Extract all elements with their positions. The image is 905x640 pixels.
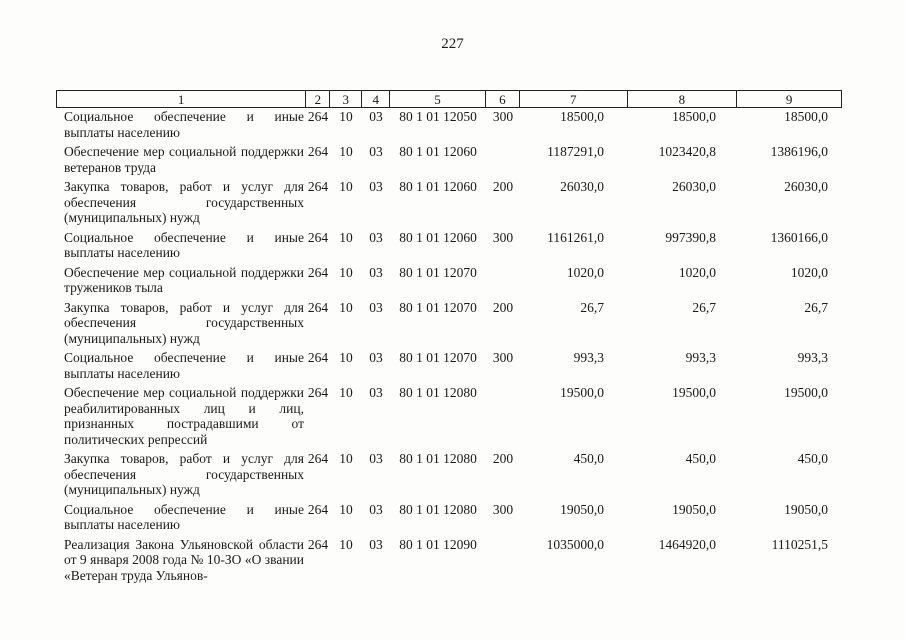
header-col-1: 1 (57, 91, 306, 107)
row-subsection: 03 (369, 536, 383, 552)
row-amount-col7: 993,3 (573, 350, 604, 365)
row-section: 10 (339, 299, 353, 315)
row-expense-type: 200 (492, 451, 514, 466)
table-row (56, 144, 842, 179)
table-row (56, 385, 842, 451)
row-section: 10 (339, 179, 353, 194)
row-amount-col7: 18500,0 (560, 109, 604, 124)
row-name: Обеспечение мер социальной поддержки ветеранов труда (64, 144, 304, 175)
row-grbs: 264 (307, 501, 329, 517)
row-grbs: 264 (307, 299, 329, 315)
row-amount-col8: 1464920,0 (658, 536, 716, 552)
row-amount-col9: 26,7 (804, 299, 828, 315)
header-col-7: 7 (520, 91, 628, 107)
row-amount-col9: 450,0 (797, 451, 828, 466)
row-expense-type: 300 (492, 109, 514, 124)
header-col-2: 2 (306, 91, 330, 107)
row-amount-col9: 19050,0 (784, 501, 828, 517)
row-expense-type (486, 265, 520, 296)
row-target-article: 80 1 01 12060 (399, 179, 477, 194)
row-subsection: 03 (369, 385, 383, 400)
row-section: 10 (339, 501, 353, 517)
row-target-article: 80 1 01 12080 (399, 501, 477, 517)
row-expense-type: 300 (492, 501, 514, 517)
row-amount-col7: 1161261,0 (547, 229, 604, 245)
row-expense-type (486, 385, 520, 447)
row-amount-col8: 450,0 (685, 451, 716, 466)
row-target-article: 80 1 01 12060 (399, 229, 477, 245)
row-amount-col7: 19050,0 (560, 501, 604, 517)
row-amount-col8: 997390,8 (665, 229, 716, 245)
table-row (56, 230, 842, 265)
row-amount-col7: 26030,0 (560, 179, 604, 194)
row-grbs: 264 (307, 350, 329, 365)
table-row (56, 300, 842, 351)
row-name: Реализация Закона Ульяновской области от 9 января 2008 года № 10-ЗО «О звании «Ветеран труда Ульянов- (64, 536, 304, 583)
row-section: 10 (339, 109, 353, 124)
row-grbs: 264 (307, 385, 329, 400)
row-amount-col9: 1360166,0 (770, 229, 828, 245)
header-col-3: 3 (330, 91, 362, 107)
row-grbs: 264 (307, 144, 329, 159)
row-expense-type: 200 (492, 179, 514, 194)
header-col-9: 9 (785, 92, 793, 107)
row-amount-col7: 1187291,0 (547, 144, 604, 159)
table-row (56, 537, 842, 588)
row-subsection: 03 (369, 501, 383, 517)
table-row (56, 265, 842, 300)
row-amount-col9: 993,3 (797, 350, 828, 365)
header-col-5: 5 (390, 91, 486, 107)
row-grbs: 264 (307, 264, 329, 280)
table-row (56, 109, 842, 144)
row-expense-type: 300 (492, 229, 514, 245)
row-target-article: 80 1 01 12060 (399, 144, 477, 159)
row-amount-col9: 26030,0 (784, 179, 828, 194)
row-grbs: 264 (307, 179, 329, 194)
row-amount-col9: 19500,0 (784, 385, 828, 400)
row-section: 10 (339, 536, 353, 552)
row-target-article: 80 1 01 12090 (399, 536, 477, 552)
row-expense-type: 200 (492, 299, 514, 315)
table-body (56, 109, 842, 587)
row-subsection: 03 (369, 264, 383, 280)
row-name: Обеспечение мер социальной поддержки реабилитированных лиц и лиц, признанных пострадавшими от политических репрессий (64, 385, 304, 447)
row-subsection: 03 (369, 109, 383, 124)
row-expense-type (486, 144, 520, 175)
row-amount-col8: 1023420,8 (658, 144, 716, 159)
table-row (56, 502, 842, 537)
table-row (56, 350, 842, 385)
row-target-article: 80 1 01 12070 (399, 350, 477, 365)
table-row (56, 179, 842, 230)
row-amount-col7: 450,0 (573, 451, 604, 466)
row-section: 10 (339, 144, 353, 159)
row-amount-col8: 26030,0 (672, 179, 716, 194)
row-name: Закупка товаров, работ и услуг для обеспечения государственных (муниципальных) нужд (64, 299, 304, 346)
row-section: 10 (339, 229, 353, 245)
row-grbs: 264 (307, 451, 329, 466)
row-name: Закупка товаров, работ и услуг для обеспечения государственных (муниципальных) нужд (64, 451, 304, 497)
header-col-8: 8 (628, 91, 738, 107)
row-amount-col8: 18500,0 (672, 109, 716, 124)
row-name: Социальное обеспечение и иные выплаты населению (64, 501, 304, 532)
row-expense-type (486, 537, 520, 584)
row-name: Закупка товаров, работ и услуг для обеспечения государственных (муниципальных) нужд (64, 179, 304, 225)
row-expense-type: 300 (492, 350, 514, 365)
row-amount-col8: 1020,0 (678, 264, 716, 280)
page-number: 227 (441, 36, 464, 52)
table-header (56, 90, 842, 108)
row-amount-col7: 19500,0 (560, 385, 604, 400)
row-amount-col9: 18500,0 (784, 109, 828, 124)
header-col-4: 4 (362, 91, 390, 107)
row-name: Обеспечение мер социальной поддержки тружеников тыла (64, 264, 304, 295)
row-subsection: 03 (369, 350, 383, 365)
row-amount-col8: 19500,0 (672, 385, 716, 400)
row-grbs: 264 (307, 109, 329, 124)
row-grbs: 264 (307, 229, 329, 245)
row-target-article: 80 1 01 12080 (399, 451, 477, 466)
row-section: 10 (339, 385, 353, 400)
row-section: 10 (339, 264, 353, 280)
row-amount-col9: 1110251,5 (771, 536, 828, 552)
row-subsection: 03 (369, 229, 383, 245)
row-target-article: 80 1 01 12070 (399, 264, 477, 280)
row-subsection: 03 (369, 299, 383, 315)
row-target-article: 80 1 01 12070 (399, 299, 477, 315)
row-subsection: 03 (369, 451, 383, 466)
row-section: 10 (339, 451, 353, 466)
table-row (56, 451, 842, 502)
row-grbs: 264 (307, 536, 329, 552)
row-amount-col7: 26,7 (580, 299, 604, 315)
row-name: Социальное обеспечение и иные выплаты населению (64, 109, 304, 140)
row-subsection: 03 (369, 144, 383, 159)
row-name: Социальное обеспечение и иные выплаты населению (64, 350, 304, 381)
row-section: 10 (339, 350, 353, 365)
row-amount-col7: 1035000,0 (546, 536, 604, 552)
row-amount-col8: 993,3 (685, 350, 716, 365)
row-amount-col8: 19050,0 (672, 501, 716, 517)
row-target-article: 80 1 01 12050 (399, 109, 477, 124)
row-amount-col9: 1020,0 (790, 264, 828, 280)
row-target-article: 80 1 01 12080 (399, 385, 477, 400)
row-amount-col9: 1386196,0 (770, 144, 828, 159)
row-name: Социальное обеспечение и иные выплаты населению (64, 229, 304, 260)
row-subsection: 03 (369, 179, 383, 194)
header-col-6: 6 (486, 91, 520, 107)
row-amount-col7: 1020,0 (566, 264, 604, 280)
row-amount-col8: 26,7 (692, 299, 716, 315)
